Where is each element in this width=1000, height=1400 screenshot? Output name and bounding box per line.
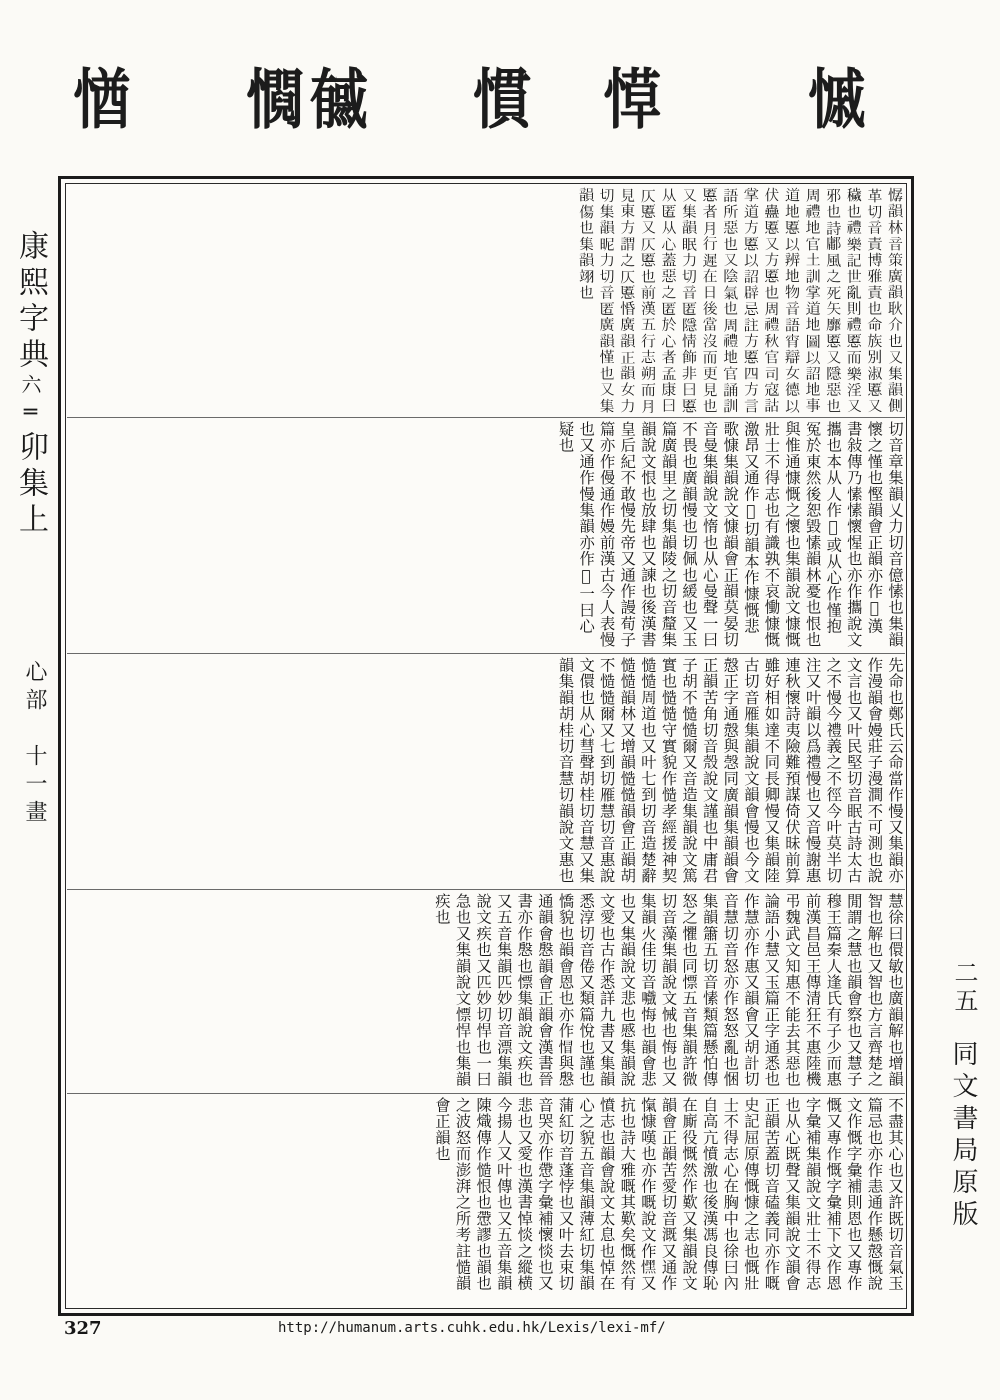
seal-glyph: 慽 bbox=[807, 61, 872, 138]
book-title: 康熙字典 bbox=[13, 230, 48, 374]
dictionary-page-frame bbox=[58, 176, 914, 1316]
seal-script-band bbox=[40, 30, 960, 160]
row-divider bbox=[67, 1093, 905, 1094]
seal-char-2 bbox=[190, 48, 430, 140]
row-divider bbox=[67, 889, 905, 890]
publisher-label: 同文書局原版 bbox=[948, 1040, 978, 1232]
text-row-4: 慧徐曰儇敏也廣韻解也增韻智也解也又智也方言齊楚之閒謂之慧也韻會察也又慧子穆王篇秦人逢氏有子少而惠前漢昌邑王傳清狂不惠陸機弔魏武文知惠不能去其惡也論語小慧又玉篇正字通悉也作慧亦作惠又韻會又胡計切音慧切音怒亦作怒怒亂也悃集韻簫五切音愫類篇懸怕傳怒之懼也同慓五音集韻許微切音藻集韻說文悈也悔也又集韻火佳切音嚱悔也韻會悲也又集韻說文悲也慼集韻說文愛也古作悉詳九書又集韻悉淳切音倦又類篇悅也謹也憍貌也韻會恩也亦作𢝌與慇通韻會慇韻會正韻會漢書晉書亦作慇也慓集韻說文疾也又五音集韻匹妙切音漂集韻說文疾也又匹妙切悍也一曰急也又集韻說文慓悍也集韻疾也 bbox=[432, 893, 904, 1088]
seal-char-1 bbox=[50, 48, 160, 140]
page-number: 327 bbox=[64, 1318, 102, 1339]
seal-char-5 bbox=[740, 48, 940, 140]
text-row-5: 不盡其心也又許既切音氣玉篇忌也亦作恚通作懸慤慨說文作慨字彙補則恩也又專作慨又專作慨字彙補下文作恩字彙補集韻說文壯士不得志也从心既聲又集韻說文韻會正韻苦蓋切音磕義同亦作嘅史記屈原傳慨慷之志也慨壯士不得志心在胸中也徐曰內自高亢憤激也後漢馮良傳恥在廝役慨然作歎又集韻說文韻會正韻苦愛切音溉又通作愾慷嘆也亦作嘅說文作𢡀又抗也詩大雅嘅其歎矣慨然有憤志也韻會說文太息也悼在心之貌五音集韻薄紅切集韻蒲紅切音蓬悖也又叶去束切音哭亦作慸字彙補懷惔也又悲也又愛也漢書悼惔之縱横今揚人又叶傳也又五音集韻陳熾傳作慥恨也慸謬也韻也之波怒而澎湃之所考註慥韻會正韻也 bbox=[432, 1097, 904, 1292]
text-row-1: 𢢁韻林音策廣韻耿介也又集韻側革切音責博雅責也命族別淑慝又穢也禮樂記世亂則禮慝而樂淫又邪也詩鄘風之死矢靡慝又隱惡也周禮地官土訓掌道地圖以詔地事道地慝以辨地物音語宵辯女德以伏蠱慝又方慝也周禮秋官司寇詁掌道方慝以詔辟忌註方慝四方言語所惡也又陰氣也周禮地官誦訓慝者月行遲在日後當沒而更見也又集韻眠力切音匿隱情飾非曰慝从匿从心蓋惡之匿於心者孟康曰仄慝又仄慝也前漢五行志朔而月見東方謂之仄慝惛廣韻正韻女力切集韻昵力切音匿廣韻慬也又集韻傷也集韻翊也 bbox=[577, 187, 904, 414]
seal-glyph: 慣 bbox=[472, 61, 537, 138]
radical-label: 心部 bbox=[22, 660, 47, 716]
seal-char-3 bbox=[450, 48, 560, 140]
text-row-2: 切音章集韻乂力切音億愫也集韻懷之慬也慳韻會正韻亦作𢝝漢書敍傳乃愫愫懷惺也亦作攜說文攜也本从人作𢡖或从心作慬抱冤於東然後恕毀愫韻林憂也恨也與惟通慷慨之懷也集韻說文慷慨壯士不得志也有識孰不哀慟慷慨激昂又通作𢡀切韻本作慷慨悲歌慷集韻說文慷韻會正韻莫晏切音曼集韻說文惰也从心曼聲一曰不畏也廣韻慢也切佩也緩也又玉篇廣韻里之切集韻陵之切音釐集韻說文恨也放肆也又諫也後漢書皇后紀不敢慢先帝又通作謾荀子篇亦作僈通作嫚前漢古今人表慢也又通作慢集韻亦作𢡏一曰心疑也 bbox=[556, 421, 904, 648]
row-divider bbox=[67, 653, 905, 654]
left-margin-radical bbox=[10, 660, 50, 920]
collection-part: 卯集上 bbox=[13, 431, 48, 539]
text-row-3: 先命也鄭氏云命當作慢又集韻亦作漫韻會嫚莊子漫澗不可測也說文言也又叶民堅切音眠古詩太古之不慢今禮義之不徑今叶莫半切注又叶韻以爲禮慢也又音慢謝惠連秋懷詩夷險難預謀倚伏昧前算雖好相如達不同長卿慢又集韻陸古切音雁集韻說文韻會慢也今文慤正字通慤與愨同廣韻集韻韻會正韻苦角切音殼說文謹也中庸君子胡不慥慥爾又音造集韻說文篤實也慥慥守實貌作慥孝經援神契慥慥周道也又叶七到切音造楚辭慥慥韻林又增韻慥慥韻會正韻胡不慥慥爾又七到切雁慧切音惠說文儇也从心彗聲胡桂切音慧又集韻集韻胡桂切音慧切韻說文惠也 bbox=[556, 657, 904, 884]
source-url[interactable]: http://humanum.arts.cuhk.edu.hk/Lexis/lexi-mf/ bbox=[278, 1320, 666, 1336]
seal-char-4 bbox=[580, 48, 690, 140]
folio-number: 二五 bbox=[950, 960, 978, 1016]
left-margin-title: 康熙字典六═卯集上 bbox=[13, 230, 48, 539]
row-divider bbox=[67, 417, 905, 418]
stroke-label: 十一畫 bbox=[22, 744, 47, 828]
seal-glyph: 㦦㦽 bbox=[245, 61, 374, 138]
seal-glyph: 㥢 bbox=[72, 61, 137, 138]
volume-number: 六 bbox=[18, 374, 42, 400]
seal-glyph: 愺 bbox=[602, 61, 667, 138]
